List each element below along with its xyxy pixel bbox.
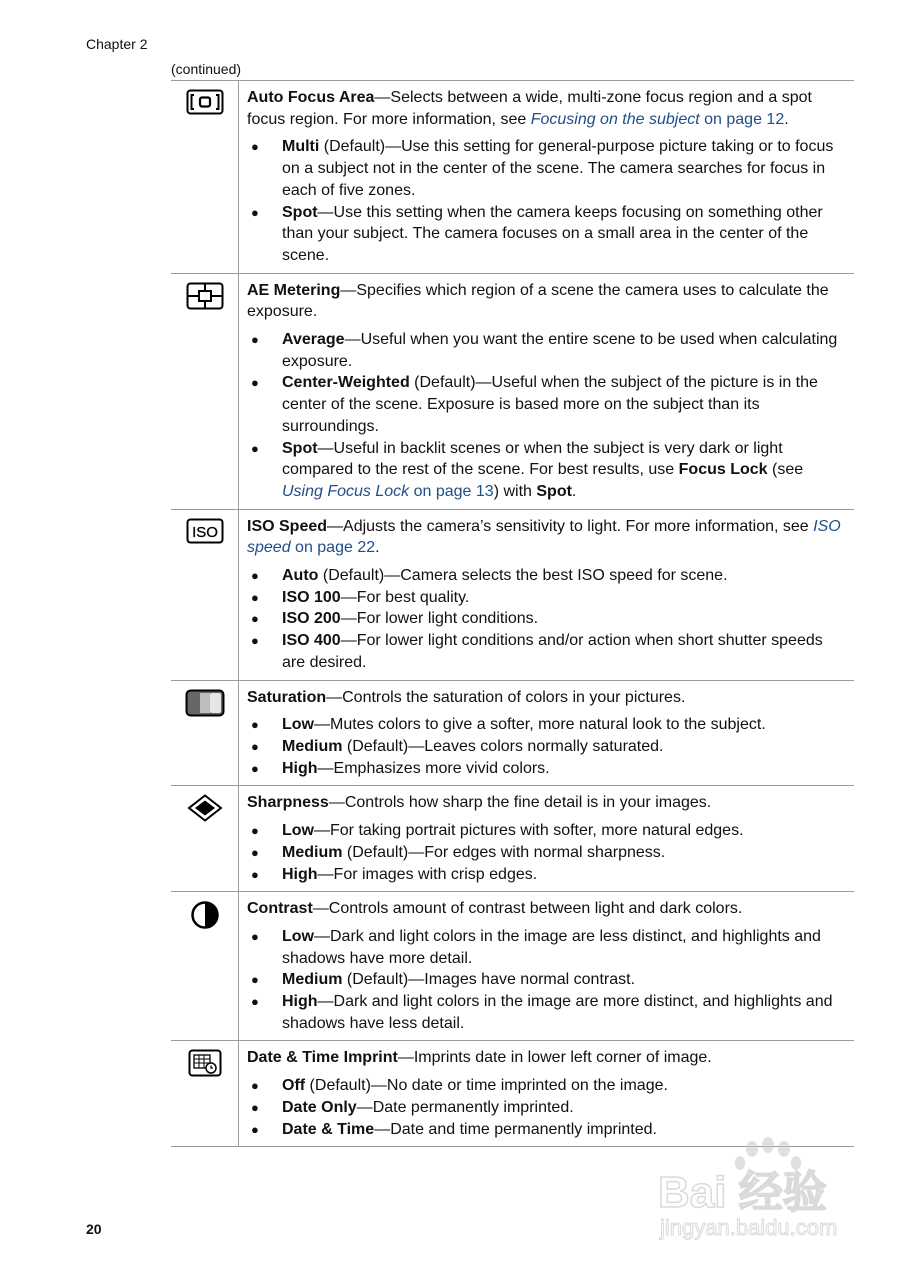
settings-table	[171, 80, 854, 1147]
list-item: ● Medium (Default)—Leaves colors normally saturated.	[247, 736, 847, 758]
list-item: ● ISO 100—For best quality.	[247, 587, 847, 609]
row-description: Saturation—Controls the saturation of colors in your pictures.	[247, 688, 686, 706]
option-list	[247, 565, 847, 674]
list-item: ● Low—For taking portrait pictures with softer, more natural edges.	[247, 820, 847, 842]
chapter-label: Chapter 2	[86, 36, 148, 52]
sharpness-icon	[187, 794, 223, 822]
page-ref-link[interactable]: on page 12	[699, 110, 785, 128]
row-description: Contrast—Controls amount of contrast between light and dark colors.	[247, 900, 743, 918]
auto-focus-area-icon	[186, 89, 224, 115]
option-list	[247, 136, 847, 266]
table-row-ae-metering	[171, 273, 854, 509]
svg-text:Bai 经验: Bai 经验	[658, 1168, 827, 1217]
table-row-iso-speed	[171, 509, 854, 680]
list-item: ● High—Dark and light colors in the image are more distinct, and highlights and shadows have less detail.	[247, 991, 847, 1034]
option-list	[247, 820, 847, 885]
row-description: Sharpness—Controls how sharp the fine detail is in your images.	[247, 794, 712, 812]
row-description: Auto Focus Area—Selects between a wide, multi-zone focus region and a spot focus region. For more information, see Focusing on the subject on page 12.	[247, 89, 812, 128]
baidu-watermark	[656, 1135, 868, 1247]
row-title: Auto Focus Area	[247, 89, 375, 106]
list-item: ● Multi (Default)—Use this setting for general-purpose picture taking or to focus on a subject not in the center of the scene. The camera searches for focus in each of five zones.	[247, 136, 847, 201]
focusing-on-subject-link[interactable]: Focusing on the subject	[530, 110, 700, 128]
row-title: ISO Speed	[247, 517, 328, 535]
list-item: ● High—For images with crisp edges.	[247, 864, 847, 886]
iso-speed-icon	[186, 518, 224, 544]
row-description: Date & Time Imprint—Imprints date in lower left corner of image.	[247, 1049, 712, 1067]
list-item: ● Spot—Useful in backlit scenes or when the subject is very dark or light compared to the rest of the scene. For best results, use Focus Lock (see Using Focus Lock on page 13) with Spot.	[247, 438, 847, 503]
list-item: ● Spot—Use this setting when the camera keeps focusing on something other than your subject. The camera focuses on a small area in the center of the scene.	[247, 202, 847, 267]
list-item: ● High—Emphasizes more vivid colors.	[247, 758, 847, 780]
table-row-sharpness	[171, 786, 854, 892]
row-title: Contrast	[247, 900, 313, 918]
row-title: Saturation	[247, 688, 327, 706]
list-item: ● Average—Useful when you want the entire scene to be used when calculating exposure.	[247, 329, 847, 372]
list-item: ● Medium (Default)—For edges with normal sharpness.	[247, 842, 847, 864]
table-row-saturation	[171, 680, 854, 786]
list-item: ● Low—Dark and light colors in the image are less distinct, and highlights and shadows have more detail.	[247, 926, 847, 969]
contrast-icon	[190, 900, 220, 930]
list-item: ● Off (Default)—No date or time imprinted on the image.	[247, 1075, 847, 1097]
list-item: ● ISO 400—For lower light conditions and/or action when short shutter speeds are desired.	[247, 630, 847, 673]
list-item: ● Center-Weighted (Default)—Useful when the subject of the picture is in the center of the scene. Exposure is based more on the subject than its surroundings.	[247, 372, 847, 437]
option-list	[247, 1075, 847, 1140]
page-ref-link[interactable]: on page 22	[290, 539, 376, 557]
list-item: ● Low—Mutes colors to give a softer, more natural look to the subject.	[247, 714, 847, 736]
using-focus-lock-link[interactable]: Using Focus Lock	[282, 482, 410, 500]
page-ref-link[interactable]: on page 13	[409, 482, 494, 500]
list-item: ● Date & Time—Date and time permanently imprinted.	[247, 1119, 847, 1141]
table-row-date-time-imprint	[171, 1041, 854, 1147]
continued-label: (continued)	[171, 61, 242, 77]
list-item: ● Medium (Default)—Images have normal contrast.	[247, 969, 847, 991]
table-row-contrast	[171, 892, 854, 1041]
option-list	[247, 926, 847, 1035]
svg-text:ISO: ISO	[191, 523, 218, 541]
iso-speed-link[interactable]: ISO speed	[247, 517, 841, 557]
ae-metering-icon	[186, 282, 224, 310]
row-description: ISO Speed—Adjusts the camera’s sensitivity to light. For more information, see ISO speed on page 22.	[247, 517, 841, 557]
row-title: Sharpness	[247, 794, 329, 812]
svg-text:jingyan.baidu.com: jingyan.baidu.com	[660, 1215, 838, 1240]
page-number: 20	[86, 1221, 102, 1237]
table-row-auto-focus-area	[171, 81, 854, 274]
row-description: AE Metering—Specifies which region of a scene the camera uses to calculate the exposure.	[247, 281, 829, 321]
saturation-icon	[185, 689, 225, 717]
option-list	[247, 714, 847, 779]
list-item: ● Auto (Default)—Camera selects the best ISO speed for scene.	[247, 565, 847, 587]
row-title: Date & Time Imprint	[247, 1049, 398, 1067]
date-time-imprint-icon	[188, 1049, 222, 1077]
list-item: ● Date Only—Date permanently imprinted.	[247, 1097, 847, 1119]
option-list	[247, 329, 847, 503]
row-title: AE Metering	[247, 281, 341, 299]
list-item: ● ISO 200—For lower light conditions.	[247, 608, 847, 630]
